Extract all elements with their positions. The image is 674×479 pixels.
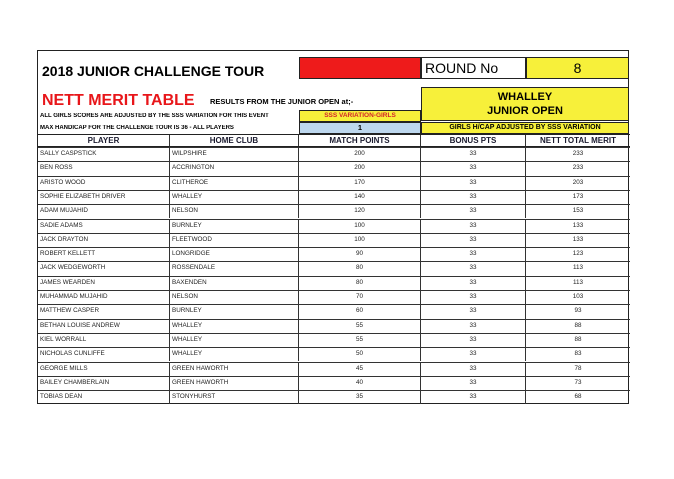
table-row <box>38 333 630 347</box>
girls-hcap-note: GIRLS H/CAP ADJUSTED BY SSS VARIATION <box>421 122 629 134</box>
table-row <box>38 147 630 161</box>
nett-total-cell: 78 <box>574 364 582 372</box>
home-club-cell: BURNLEY <box>170 220 299 233</box>
round-number: 8 <box>526 57 629 79</box>
match-points-cell: 80 <box>299 262 421 275</box>
player-name-cell: JACK DRAYTON <box>38 234 170 247</box>
player-name-cell: BAILEY CHAMBERLAIN <box>38 377 170 390</box>
home-club-cell: NELSON <box>170 291 299 304</box>
bonus-pts-cell: 33 <box>421 234 526 247</box>
event-line-2: JUNIOR OPEN <box>487 105 563 117</box>
table-row <box>38 176 630 190</box>
player-name-cell: TOBIAS DEAN <box>38 391 170 404</box>
results-from: RESULTS FROM THE JUNIOR OPEN at;- <box>210 97 354 106</box>
nett-total-cell: 88 <box>574 335 582 343</box>
home-club-cell: GREEN HAWORTH <box>170 377 299 390</box>
match-points-cell: 35 <box>299 391 421 404</box>
bonus-pts-cell: 33 <box>421 248 526 261</box>
match-points-cell: 120 <box>299 205 421 218</box>
match-points-cell: 50 <box>299 348 421 361</box>
bonus-pts-cell: 33 <box>421 220 526 233</box>
bonus-pts-cell: 33 <box>421 391 526 404</box>
match-points-cell: 140 <box>299 191 421 204</box>
red-block <box>299 57 421 79</box>
table-row <box>38 219 630 233</box>
player-name-cell: GEORGE MILLS <box>38 363 170 376</box>
table-row <box>38 304 630 318</box>
table-row <box>38 319 630 333</box>
match-points-cell: 200 <box>299 162 421 175</box>
event-name-box <box>421 87 629 121</box>
bonus-pts-cell: 33 <box>421 177 526 190</box>
nett-total-cell: 113 <box>572 264 584 272</box>
home-club-cell: ROSSENDALE <box>170 262 299 275</box>
table-row <box>38 247 630 261</box>
table-row <box>38 290 630 304</box>
home-club-cell: WHALLEY <box>170 334 299 347</box>
table-row <box>38 190 630 204</box>
match-points-cell: 55 <box>299 334 421 347</box>
bonus-pts-cell: 33 <box>421 320 526 333</box>
nett-total-cell: 153 <box>572 207 584 215</box>
nett-total-cell: 233 <box>572 150 584 157</box>
table-row <box>38 362 630 376</box>
nett-total-cell: 133 <box>572 221 584 229</box>
table-row <box>38 276 630 290</box>
player-name-cell: MATTHEW CASPER <box>38 305 170 318</box>
match-points-cell: 45 <box>299 363 421 376</box>
nett-total-cell: 68 <box>574 393 582 401</box>
player-name-cell: SALLY CASPSTICK <box>38 148 170 161</box>
sss-label: SSS VARIATION-GIRLS <box>299 110 421 122</box>
table-row <box>38 390 630 404</box>
bonus-pts-cell: 33 <box>421 363 526 376</box>
bonus-pts-cell: 33 <box>421 377 526 390</box>
player-name-cell: JAMES WEARDEN <box>38 277 170 290</box>
home-club-cell: WHALLEY <box>170 320 299 333</box>
bonus-pts-cell: 33 <box>421 277 526 290</box>
nett-total-cell: 233 <box>572 164 584 172</box>
player-name-cell: JACK WEDGEWORTH <box>38 262 170 275</box>
bonus-pts-cell: 33 <box>421 348 526 361</box>
nett-total-cell: 133 <box>572 235 584 243</box>
table-title: NETT MERIT TABLE <box>42 92 195 109</box>
home-club-cell: STONYHURST <box>170 391 299 404</box>
home-club-cell: ACCRINGTON <box>170 162 299 175</box>
player-name-cell: ARISTO WOOD <box>38 177 170 190</box>
home-club-cell: WHALLEY <box>170 191 299 204</box>
match-points-cell: 70 <box>299 291 421 304</box>
home-club-cell: CLITHEROE <box>170 177 299 190</box>
nett-total-cell: 93 <box>574 307 582 315</box>
table-row <box>38 204 630 218</box>
match-points-cell: 100 <box>299 234 421 247</box>
match-points-cell: 90 <box>299 248 421 261</box>
match-points-cell: 40 <box>299 377 421 390</box>
match-points-cell: 55 <box>299 320 421 333</box>
bonus-pts-cell: 33 <box>421 162 526 175</box>
nett-total-cell: 103 <box>572 293 584 300</box>
home-club-cell: GREEN HAWORTH <box>170 363 299 376</box>
nett-total-cell: 73 <box>574 378 582 386</box>
round-label: ROUND No <box>421 57 526 79</box>
merit-sheet <box>37 50 629 404</box>
col-nett-total: NETT TOTAL MERIT <box>540 136 616 145</box>
nett-total-cell: 173 <box>572 192 584 200</box>
player-name-cell: BEN ROSS <box>38 162 170 175</box>
col-player: PLAYER <box>38 135 170 147</box>
player-name-cell: KIEL WORRALL <box>38 334 170 347</box>
player-name-cell: ROBERT KELLETT <box>38 248 170 261</box>
home-club-cell: BURNLEY <box>170 305 299 318</box>
col-match-points: MATCH POINTS <box>299 135 421 147</box>
player-name-cell: SOPHIE ELIZABETH DRIVER <box>38 191 170 204</box>
home-club-cell: NELSON <box>170 205 299 218</box>
nett-total-cell: 203 <box>572 178 584 186</box>
home-club-cell: FLEETWOOD <box>170 234 299 247</box>
col-bonus-pts: BONUS PTS <box>421 135 526 147</box>
nett-total-cell: 123 <box>572 250 584 258</box>
match-points-cell: 80 <box>299 277 421 290</box>
bonus-pts-cell: 33 <box>421 262 526 275</box>
col-home-club: HOME CLUB <box>170 135 299 147</box>
bonus-pts-cell: 33 <box>421 334 526 347</box>
table-row <box>38 261 630 275</box>
match-points-cell: 100 <box>299 220 421 233</box>
match-points-cell: 200 <box>299 148 421 161</box>
table-row <box>38 347 630 361</box>
tour-title: 2018 JUNIOR CHALLENGE TOUR <box>42 63 265 79</box>
home-club-cell: WHALLEY <box>170 348 299 361</box>
table-row <box>38 233 630 247</box>
nett-total-cell: 83 <box>574 350 582 358</box>
bonus-pts-cell: 33 <box>421 305 526 318</box>
home-club-cell: LONGRIDGE <box>170 248 299 261</box>
max-handicap: MAX HANDICAP FOR THE CHALLENGE TOUR IS 36 - ALL PLAYERS <box>40 125 234 131</box>
player-name-cell: NICHOLAS CUNLIFFE <box>38 348 170 361</box>
girls-note: ALL GIRLS SCORES ARE ADJUSTED BY THE SSS VARIATION FOR THIS EVENT <box>40 113 269 119</box>
match-points-cell: 170 <box>299 177 421 190</box>
player-name-cell: ADAM MUJAHID <box>38 205 170 218</box>
player-name-cell: BETHAN LOUISE ANDREW <box>38 320 170 333</box>
event-line-1: WHALLEY <box>497 91 553 103</box>
table-row <box>38 376 630 390</box>
bonus-pts-cell: 33 <box>421 148 526 161</box>
player-name-cell: SADIE ADAMS <box>38 220 170 233</box>
nett-total-cell: 113 <box>572 278 584 286</box>
home-club-cell: WILPSHIRE <box>170 148 299 161</box>
bonus-pts-cell: 33 <box>421 191 526 204</box>
table-header-row <box>38 134 630 147</box>
nett-total-cell: 88 <box>574 321 582 329</box>
bonus-pts-cell: 33 <box>421 291 526 304</box>
player-name-cell: MUHAMMAD MUJAHID <box>38 291 170 304</box>
table-row <box>38 161 630 175</box>
home-club-cell: BAXENDEN <box>170 277 299 290</box>
bonus-pts-cell: 33 <box>421 205 526 218</box>
sss-value: 1 <box>299 122 421 134</box>
match-points-cell: 60 <box>299 305 421 318</box>
